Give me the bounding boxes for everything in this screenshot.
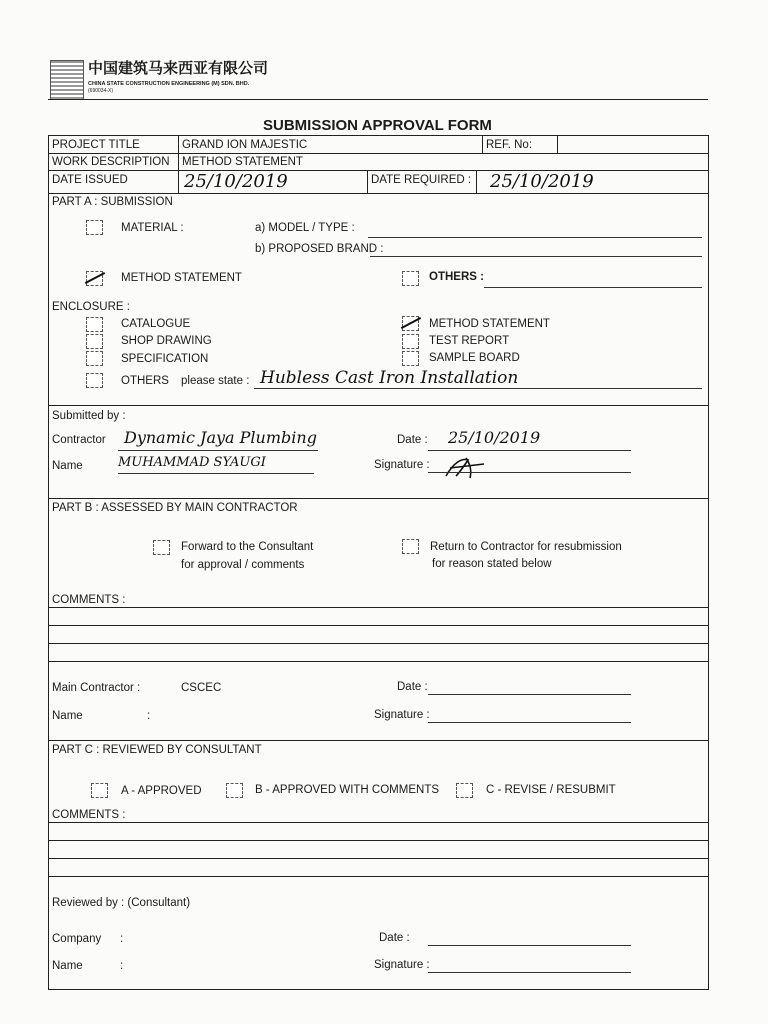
approved-with-comments-checkbox[interactable] xyxy=(226,783,243,798)
approved-with-comments-label: B - APPROVED WITH COMMENTS xyxy=(255,784,440,796)
return-contractor-label: Return to Contractor for resubmission xyxy=(430,541,622,553)
part-b-name-label: Name xyxy=(52,710,83,722)
signature-line xyxy=(428,472,631,473)
please-state-value: Hubless Cast Iron Installation xyxy=(260,368,519,388)
date-required-label: DATE REQUIRED : xyxy=(371,174,472,186)
divider xyxy=(482,135,483,153)
part-b-name-colon: : xyxy=(147,710,151,722)
others-enclosure-checkbox[interactable] xyxy=(86,373,103,388)
part-b-title: PART B : ASSESSED BY MAIN CONTRACTOR xyxy=(52,502,298,514)
part-b-date-label: Date : xyxy=(397,681,428,693)
date-line xyxy=(428,450,631,451)
approved-label: A - APPROVED xyxy=(121,785,202,797)
please-state-label: please state : xyxy=(181,375,250,387)
submitted-by-label: Submitted by : xyxy=(52,410,126,422)
comment-line xyxy=(48,661,709,662)
contractor-value: Dynamic Jaya Plumbing xyxy=(124,428,317,447)
others-enclosure-label: OTHERS xyxy=(121,375,169,387)
part-c-title: PART C : REVIEWED BY CONSULTANT xyxy=(52,744,262,756)
return-contractor-sublabel: for reason stated below xyxy=(432,558,552,570)
test-report-checkbox[interactable] xyxy=(402,334,419,349)
date-issued-label: DATE ISSUED xyxy=(52,174,128,186)
part-b-comments-label: COMMENTS : xyxy=(52,594,126,606)
date-issued-value: 25/10/2019 xyxy=(184,171,288,192)
forward-consultant-checkbox[interactable] xyxy=(153,540,170,555)
specification-checkbox[interactable] xyxy=(86,351,103,366)
signature-mark xyxy=(442,452,488,482)
name-value: MUHAMMAD SYAUGI xyxy=(118,455,266,470)
comment-line xyxy=(48,840,709,841)
divider xyxy=(178,135,179,193)
company-reg-no: (690034-X) xyxy=(88,88,114,94)
work-description-label: WORK DESCRIPTION xyxy=(52,156,170,168)
revise-resubmit-checkbox[interactable] xyxy=(456,783,473,798)
test-report-label: TEST REPORT xyxy=(429,335,510,347)
divider xyxy=(48,153,709,154)
part-c-comments-label: COMMENTS : xyxy=(52,809,126,821)
proposed-brand-label: b) PROPOSED BRAND : xyxy=(255,243,384,255)
specification-label: SPECIFICATION xyxy=(121,353,209,365)
project-title-value: GRAND ION MAJESTIC xyxy=(182,139,308,151)
part-b-signature-line xyxy=(428,722,631,723)
comment-line xyxy=(48,625,709,626)
company-colon: : xyxy=(120,933,124,945)
model-type-label: a) MODEL / TYPE : xyxy=(255,222,355,234)
part-c-date-line xyxy=(428,945,631,946)
part-c-date-label: Date : xyxy=(379,932,410,944)
project-title-label: PROJECT TITLE xyxy=(52,139,140,151)
part-b-date-line xyxy=(428,694,631,695)
part-b-signature-label: Signature : xyxy=(374,709,430,721)
comment-line xyxy=(48,643,709,644)
letterhead-rule xyxy=(48,99,708,100)
part-c-name-label: Name xyxy=(52,960,83,972)
name-label: Name xyxy=(52,460,83,472)
company-name-cn: 中国建筑马来西亚有限公司 xyxy=(88,60,269,77)
date-label: Date : xyxy=(397,434,428,446)
comment-line xyxy=(48,822,709,823)
catalogue-label: CATALOGUE xyxy=(121,318,191,330)
company-name-en: CHINA STATE CONSTRUCTION ENGINEERING (M) SDN. BHD. xyxy=(88,81,250,87)
comment-line xyxy=(48,876,709,877)
comment-line xyxy=(48,607,709,608)
work-description-value: METHOD STATEMENT xyxy=(182,156,303,168)
model-type-line xyxy=(368,237,702,238)
others-line xyxy=(484,287,702,288)
sample-board-label: SAMPLE BOARD xyxy=(429,352,520,364)
name-line xyxy=(118,473,314,474)
main-contractor-label: Main Contractor : xyxy=(52,682,141,694)
divider xyxy=(476,170,477,193)
divider xyxy=(367,170,368,193)
date-value: 25/10/2019 xyxy=(448,428,541,447)
contractor-label: Contractor xyxy=(52,434,106,446)
divider xyxy=(48,740,709,741)
sample-board-checkbox[interactable] xyxy=(402,351,419,366)
please-state-line xyxy=(254,388,702,389)
forward-consultant-label: Forward to the Consultant xyxy=(181,541,314,553)
method-statement-label: METHOD STATEMENT xyxy=(121,272,242,284)
others-checkbox[interactable] xyxy=(402,271,419,286)
company-label: Company xyxy=(52,933,102,945)
divider xyxy=(48,405,709,406)
main-contractor-value: CSCEC xyxy=(181,682,222,694)
ref-no-label: REF. No: xyxy=(486,139,533,151)
form-title: SUBMISSION APPROVAL FORM xyxy=(263,117,492,134)
catalogue-checkbox[interactable] xyxy=(86,317,103,332)
reviewed-by-label: Reviewed by : (Consultant) xyxy=(52,897,191,909)
contractor-line xyxy=(118,450,318,451)
part-c-signature-label: Signature : xyxy=(374,959,430,971)
part-a-title: PART A : SUBMISSION xyxy=(52,196,173,208)
enclosure-method-statement-checkbox[interactable] xyxy=(402,316,419,331)
material-checkbox[interactable] xyxy=(86,220,103,235)
part-c-signature-line xyxy=(428,972,631,973)
enclosure-label: ENCLOSURE : xyxy=(52,301,130,313)
divider xyxy=(557,135,558,153)
date-required-value: 25/10/2019 xyxy=(490,171,594,192)
proposed-brand-line xyxy=(370,256,702,257)
divider xyxy=(48,170,709,171)
divider xyxy=(48,193,709,194)
shop-drawing-checkbox[interactable] xyxy=(86,334,103,349)
enclosure-method-statement-label: METHOD STATEMENT xyxy=(429,318,550,330)
others-label: OTHERS : xyxy=(429,271,484,283)
return-contractor-checkbox[interactable] xyxy=(402,539,419,554)
method-statement-checkbox[interactable] xyxy=(86,271,103,286)
material-label: MATERIAL : xyxy=(121,222,184,234)
shop-drawing-label: SHOP DRAWING xyxy=(121,335,212,347)
signature-label: Signature : xyxy=(374,459,430,471)
divider xyxy=(48,498,709,499)
comment-line xyxy=(48,858,709,859)
approved-checkbox[interactable] xyxy=(91,783,108,798)
form-frame xyxy=(48,135,709,990)
part-c-name-colon: : xyxy=(120,960,124,972)
forward-consultant-sublabel: for approval / comments xyxy=(181,559,305,571)
company-logo xyxy=(50,60,84,100)
revise-resubmit-label: C - REVISE / RESUBMIT xyxy=(486,784,616,796)
